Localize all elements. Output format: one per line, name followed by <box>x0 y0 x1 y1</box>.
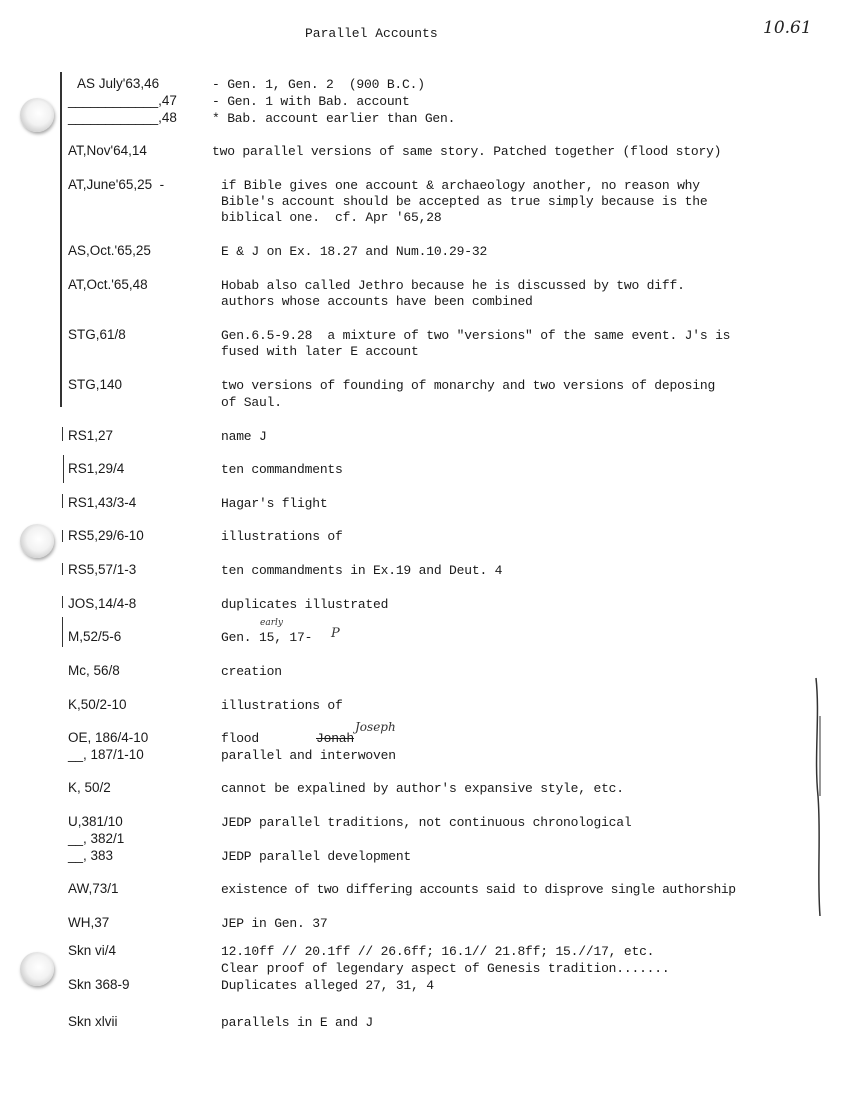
ref-oe-187: __, 187/1-10 <box>68 747 144 762</box>
ref-jos-14-4-8: JOS,14/4-8 <box>68 596 137 611</box>
desc-line: E & J on Ex. 18.27 and Num.10.29-32 <box>221 244 488 259</box>
desc-line: illustrations of <box>221 529 343 544</box>
ref-k-50-2: K, 50/2 <box>68 780 111 795</box>
handwritten-correction-joseph: Joseph <box>355 720 396 734</box>
desc-line: creation <box>221 664 282 679</box>
ref-rs1-43-3-4: RS1,43/3-4 <box>68 495 137 510</box>
ref-skn-xlvii: Skn xlvii <box>68 1014 118 1029</box>
margin-tick <box>62 617 63 647</box>
ref-skn-368-9: Skn 368-9 <box>68 977 130 992</box>
desc-line: Clear proof of legendary aspect of Genesis tradition....... <box>221 961 670 976</box>
desc-line: ten commandments in Ex.19 and Deut. 4 <box>221 563 503 578</box>
desc-line: if Bible gives one account & archaeology another, no reason why <box>221 178 700 193</box>
struck-word-jonah: Jonah <box>316 731 355 746</box>
ref-oe-186: OE, 186/4-10 <box>68 730 149 745</box>
ref-stg-61-8: STG,61/8 <box>68 327 126 342</box>
desc-line: authors whose accounts have been combined <box>221 294 533 309</box>
desc-line: two parallel versions of same story. Patched together (flood story) <box>212 144 722 159</box>
desc-line: existence of two differing accounts said to disprove single authorship <box>221 882 736 897</box>
margin-tick <box>62 530 63 542</box>
ref-mc-56-8: Mc, 56/8 <box>68 663 120 678</box>
ref-u-383: __, 383 <box>68 848 114 863</box>
page-number: 10.61 <box>763 18 812 38</box>
ref-rs1-29-4: RS1,29/4 <box>68 461 125 476</box>
desc-line: Gen. 15, 17- <box>221 630 313 645</box>
desc-line: - Gen. 1, Gen. 2 (900 B.C.) <box>212 77 425 92</box>
margin-bracket-left <box>60 72 62 407</box>
desc-line: Hagar's flight <box>221 496 328 511</box>
ref-rs1-27: RS1,27 <box>68 428 114 443</box>
ref-u-382-1: __, 382/1 <box>68 831 125 846</box>
desc-line: Bible's account should be accepted as true simply because is the <box>221 194 708 209</box>
handwritten-note-early: early <box>260 618 283 628</box>
desc-line: Duplicates alleged 27, 31, 4 <box>221 978 434 993</box>
desc-line: of Saul. <box>221 395 282 410</box>
desc-line: * Bab. account earlier than Gen. <box>212 111 456 126</box>
margin-tick <box>62 596 63 608</box>
ref-skn-vi-4: Skn vi/4 <box>68 943 117 958</box>
desc-line: flood <box>221 731 260 746</box>
desc-line: name J <box>221 429 267 444</box>
ref-as-jul63-47: ____________,47 <box>68 93 177 108</box>
desc-line: Gen.6.5-9.28 a mixture of two "versions" of the same event. J's is <box>221 328 731 343</box>
punch-hole-top <box>20 98 54 132</box>
desc-line: Hobab also called Jethro because he is discussed by two diff. <box>221 278 685 293</box>
ref-at-oct65-48: AT,Oct.'65,48 <box>68 277 148 292</box>
margin-tick <box>63 455 64 483</box>
desc-line: - Gen. 1 with Bab. account <box>212 94 410 109</box>
desc-line: parallels in E and J <box>221 1015 374 1030</box>
desc-line: illustrations of <box>221 698 343 713</box>
ref-aw-73-1: AW,73/1 <box>68 881 119 896</box>
desc-line: parallel and interwoven <box>221 748 396 763</box>
ref-as-oct65-25: AS,Oct.'65,25 <box>68 243 151 258</box>
ref-wh-37: WH,37 <box>68 915 110 930</box>
margin-tick <box>62 494 63 508</box>
punch-hole-bottom <box>20 952 54 986</box>
margin-tick <box>62 427 63 441</box>
ref-at-jun65-25: AT,June'65,25 - <box>68 177 165 192</box>
desc-line: ten commandments <box>221 462 343 477</box>
ref-m-52-5-6: M,52/5-6 <box>68 629 122 644</box>
desc-line: two versions of founding of monarchy and two versions of deposing <box>221 378 716 393</box>
desc-line: duplicates illustrated <box>221 597 389 612</box>
ref-rs5-57-1-3: RS5,57/1-3 <box>68 562 137 577</box>
page-title: Parallel Accounts <box>305 26 438 41</box>
margin-bracket-right <box>808 676 828 920</box>
desc-line: fused with later E account <box>221 344 419 359</box>
desc-line: JEDP parallel development <box>221 849 412 864</box>
ref-rs5-29-6-10: RS5,29/6-10 <box>68 528 144 543</box>
desc-line: biblical one. cf. Apr '65,28 <box>221 210 442 225</box>
ref-stg-140: STG,140 <box>68 377 123 392</box>
ref-u-381-10: U,381/10 <box>68 814 123 829</box>
punch-hole-middle <box>20 524 54 558</box>
ref-as-jul63-48: ____________,48 <box>68 110 177 125</box>
margin-tick <box>62 563 63 575</box>
handwritten-note-p: P <box>331 626 340 641</box>
ref-at-nov64-14: AT,Nov'64,14 <box>68 143 147 158</box>
desc-line: cannot be expalined by author's expansive style, etc. <box>221 781 624 796</box>
ref-k-50-2-10: K,50/2-10 <box>68 697 127 712</box>
desc-line: 12.10ff // 20.1ff // 26.6ff; 16.1// 21.8ff; 15.//17, etc. <box>221 944 655 959</box>
ref-as-jul63-46: AS July'63,46 <box>77 76 160 91</box>
desc-line: JEDP parallel traditions, not continuous chronological <box>221 815 632 830</box>
desc-line: JEP in Gen. 37 <box>221 916 328 931</box>
